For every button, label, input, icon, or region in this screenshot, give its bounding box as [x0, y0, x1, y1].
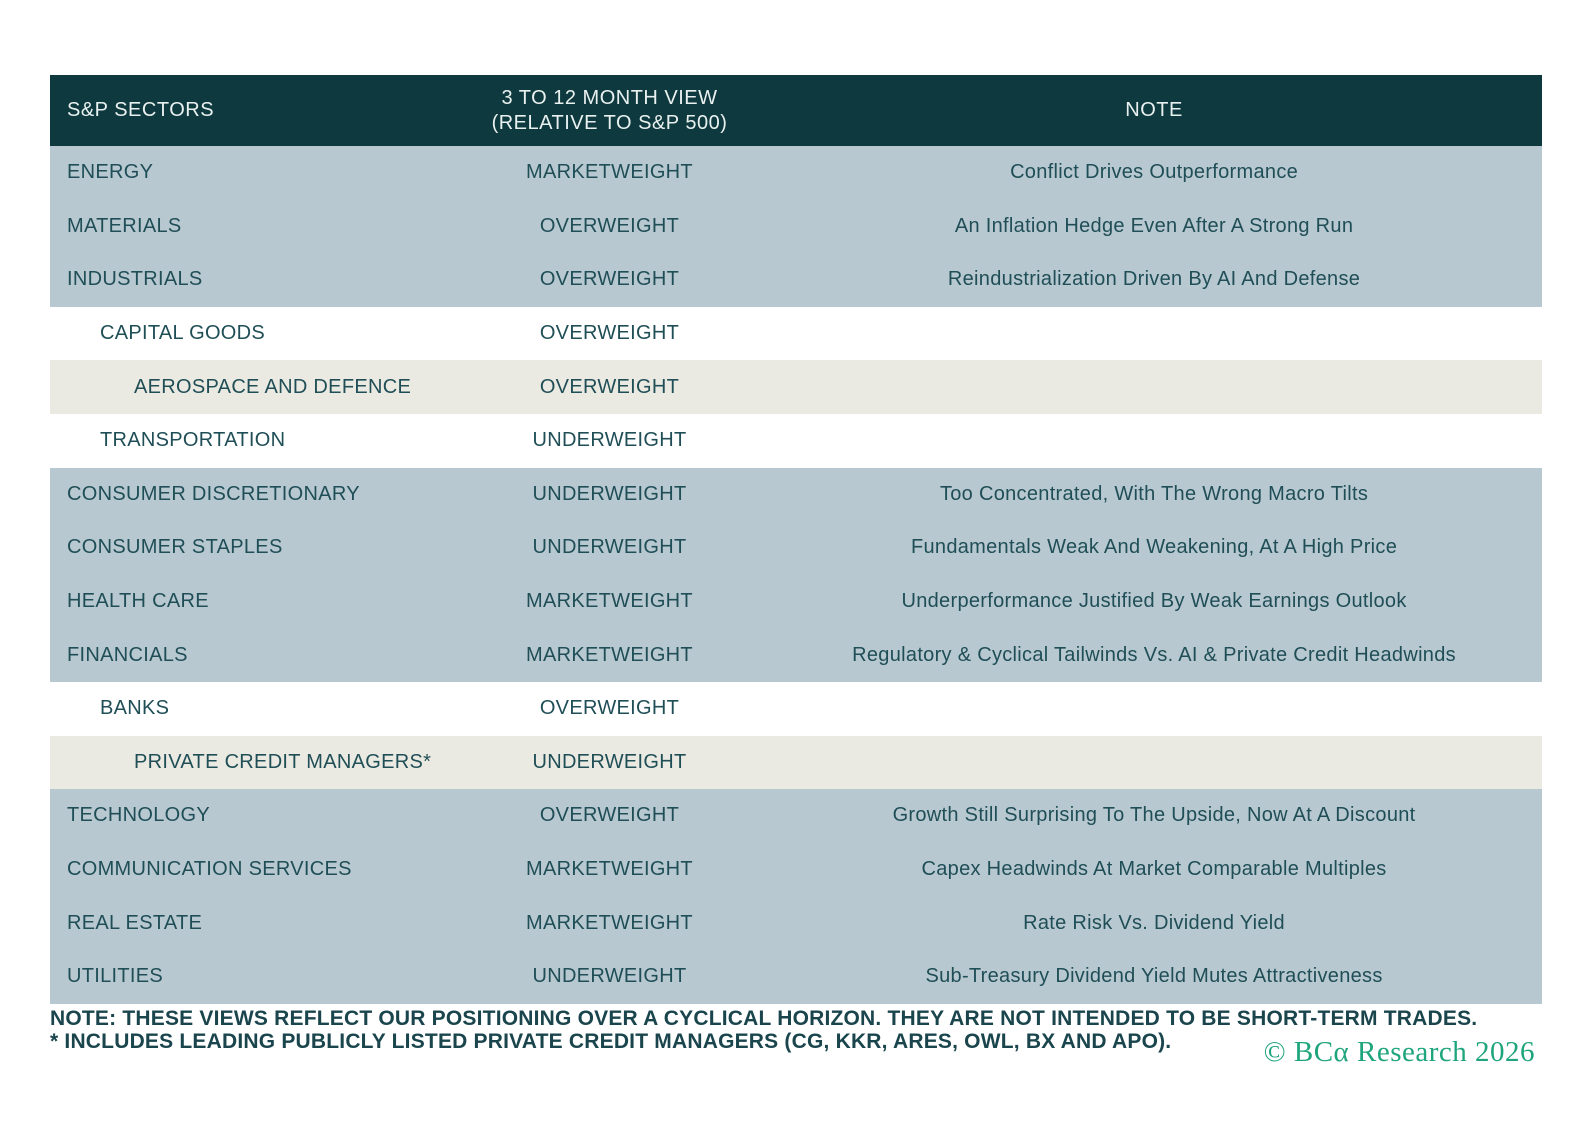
column-header-view: [453, 86, 766, 136]
table-row: [50, 146, 1542, 200]
column-header-view-line2: (RELATIVE TO S&P 500): [491, 111, 728, 134]
table-row: [50, 682, 1542, 736]
table-row: [50, 360, 1542, 414]
sector-label: UTILITIES: [67, 965, 164, 988]
sector-label: CONSUMER STAPLES: [67, 536, 283, 559]
sector-view-table: [50, 75, 1542, 1004]
column-header-note: NOTE: [1125, 99, 1183, 121]
table-body: [50, 146, 1542, 1004]
sector-label: CONSUMER DISCRETIONARY: [67, 482, 360, 505]
table-row: [50, 200, 1542, 254]
sector-label: BANKS: [100, 697, 170, 720]
note-text: Rate Risk Vs. Dividend Yield: [1023, 911, 1285, 934]
view-value: OVERWEIGHT: [539, 697, 680, 720]
sector-label: PRIVATE CREDIT MANAGERS*: [134, 750, 432, 773]
table-row: [50, 628, 1542, 682]
column-header-sectors: S&P SECTORS: [67, 99, 215, 121]
sector-label: TRANSPORTATION: [100, 429, 286, 452]
table-row: [50, 950, 1542, 1004]
table-row: [50, 468, 1542, 522]
view-value: UNDERWEIGHT: [532, 965, 687, 988]
view-value: OVERWEIGHT: [539, 214, 680, 237]
note-text: Reindustrialization Driven By AI And Defense: [947, 268, 1361, 291]
footnote-line-2: * INCLUDES LEADING PUBLICLY LISTED PRIVATE CREDIT MANAGERS (CG, KKR, ARES, OWL, BX AND APO).: [50, 1029, 1172, 1053]
view-value: UNDERWEIGHT: [532, 429, 687, 452]
table-row: [50, 789, 1542, 843]
table-row: [50, 414, 1542, 468]
note-text: Fundamentals Weak And Weakening, At A High Price: [910, 536, 1398, 559]
view-value: OVERWEIGHT: [539, 322, 680, 345]
view-value: MARKETWEIGHT: [526, 858, 693, 881]
note-text: Conflict Drives Outperformance: [1010, 161, 1299, 184]
sector-label: AEROSPACE AND DEFENCE: [134, 375, 412, 398]
table-row: [50, 843, 1542, 897]
copyright-logo: © BCα Research 2026: [1263, 1036, 1535, 1068]
table-row: [50, 736, 1542, 790]
footnote-line-1: NOTE: THESE VIEWS REFLECT OUR POSITIONING OVER A CYCLICAL HORIZON. THEY ARE NOT INTENDED TO BE SHORT-TERM TRADES.: [50, 1007, 1478, 1030]
sector-label: COMMUNICATION SERVICES: [67, 858, 352, 881]
note-text: Growth Still Surprising To The Upside, Now At A Discount: [892, 804, 1416, 827]
sector-label: HEALTH CARE: [67, 590, 209, 613]
note-text: Regulatory & Cyclical Tailwinds Vs. AI & Private Credit Headwinds: [852, 643, 1456, 666]
sector-label: REAL ESTATE: [67, 911, 203, 934]
sector-label: ENERGY: [67, 161, 154, 184]
view-value: OVERWEIGHT: [539, 268, 680, 291]
sector-label: FINANCIALS: [67, 643, 188, 666]
sector-label: CAPITAL GOODS: [100, 322, 266, 345]
view-value: MARKETWEIGHT: [526, 590, 693, 613]
view-value: UNDERWEIGHT: [532, 536, 687, 559]
view-value: UNDERWEIGHT: [532, 750, 687, 773]
note-text: Too Concentrated, With The Wrong Macro Tilts: [939, 482, 1369, 505]
table-row: [50, 307, 1542, 361]
sector-label: INDUSTRIALS: [67, 268, 203, 291]
view-value: MARKETWEIGHT: [526, 643, 693, 666]
sector-label: MATERIALS: [67, 214, 182, 237]
view-value: OVERWEIGHT: [539, 804, 680, 827]
view-value: OVERWEIGHT: [539, 375, 680, 398]
note-text: Underperformance Justified By Weak Earnings Outlook: [901, 590, 1407, 613]
note-text: Sub-Treasury Dividend Yield Mutes Attractiveness: [925, 965, 1383, 988]
note-text: Capex Headwinds At Market Comparable Multiples: [921, 858, 1387, 881]
view-value: MARKETWEIGHT: [526, 911, 693, 934]
view-value: UNDERWEIGHT: [532, 482, 687, 505]
table-row: [50, 896, 1542, 950]
table-header-row: [50, 75, 1542, 146]
column-header-view-line1: 3 TO 12 MONTH VIEW: [501, 86, 718, 109]
table-row: [50, 253, 1542, 307]
view-value: MARKETWEIGHT: [526, 161, 693, 184]
table-row: [50, 521, 1542, 575]
note-text: An Inflation Hedge Even After A Strong Run: [954, 214, 1354, 237]
sector-label: TECHNOLOGY: [67, 804, 211, 827]
table-row: [50, 575, 1542, 629]
